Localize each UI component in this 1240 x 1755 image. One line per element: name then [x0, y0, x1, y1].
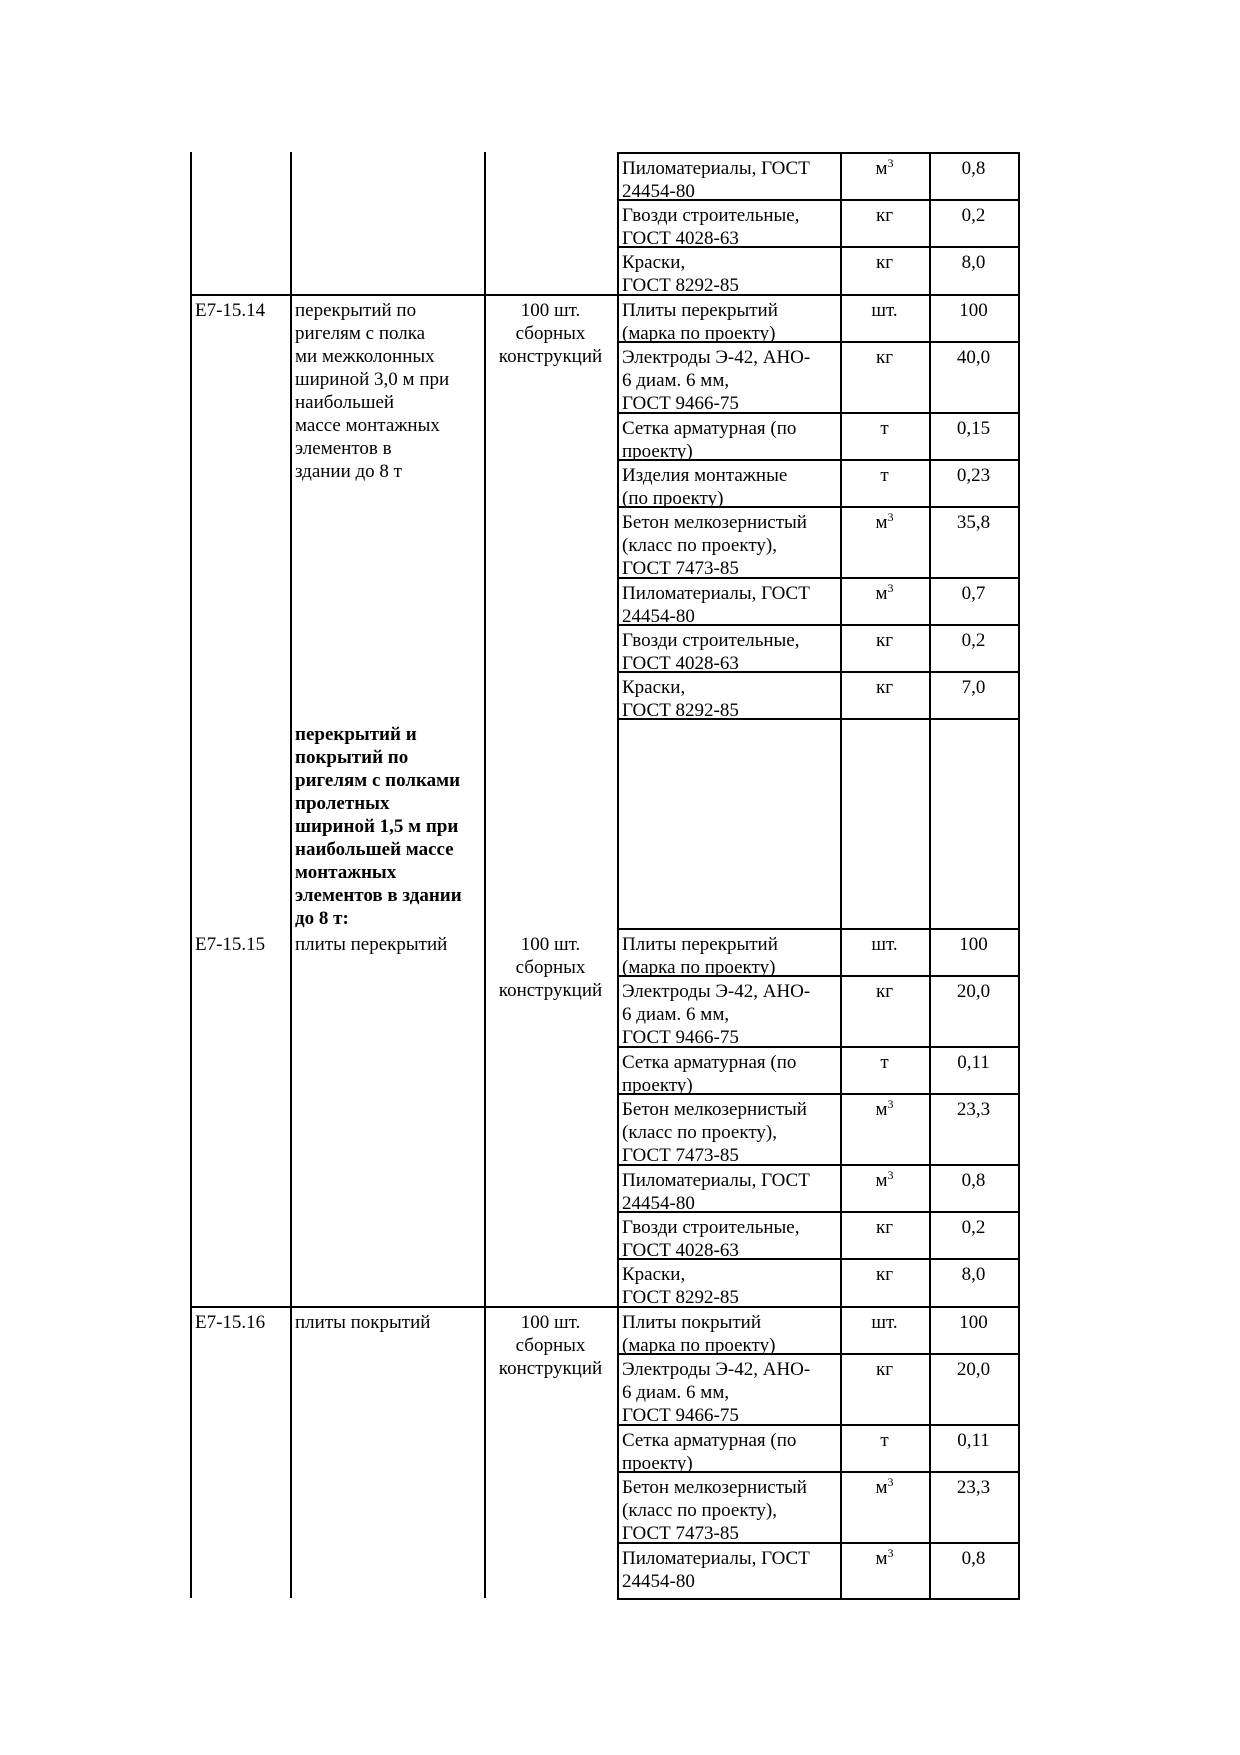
- material-quantity: 40,0: [956, 347, 991, 368]
- material-name: Изделия монтажные (по проекту): [622, 465, 788, 509]
- table-column-rule: [290, 152, 292, 1598]
- material-quantity: 0,7: [961, 583, 986, 604]
- work-name: перекрытий по ригелям с полка ми межколонных шириной 3,0 м при наибольшей массе монтажных элементов в здании до 8 т: [295, 300, 450, 482]
- table-row-rule: [617, 152, 1020, 154]
- material-unit: шт.: [871, 934, 898, 955]
- material-quantity: 8,0: [961, 252, 986, 273]
- table-column-rule: [190, 152, 192, 1598]
- material-unit: т: [880, 465, 889, 486]
- material-unit: кг: [875, 981, 894, 1002]
- work-name: плиты покрытий: [295, 1312, 431, 1333]
- material-unit: кг: [875, 1264, 894, 1285]
- material-quantity: 23,3: [956, 1099, 991, 1120]
- table-group-rule: [190, 294, 617, 296]
- material-unit: $м^3$: [875, 581, 894, 604]
- material-name: Гвозди строительные, ГОСТ 4028-63: [622, 205, 800, 249]
- material-unit: кг: [875, 205, 894, 226]
- material-unit: кг: [875, 347, 894, 368]
- material-unit: т: [880, 418, 889, 439]
- material-quantity: 23,3: [956, 1477, 991, 1498]
- material-name: Бетон мелкозернистый (класс по проекту), ГОСТ 7473-85: [622, 1477, 807, 1544]
- material-name: Краски, ГОСТ 8292-85: [622, 677, 739, 721]
- norm-code: Е7-15.16: [195, 1312, 266, 1333]
- material-quantity: 7,0: [961, 677, 986, 698]
- material-quantity: 0,2: [961, 205, 986, 226]
- table-row-rule: [617, 928, 1020, 930]
- material-name: Пиломатериалы, ГОСТ 24454-80: [622, 1170, 810, 1214]
- material-quantity: 0,11: [957, 1052, 990, 1073]
- material-unit: кг: [875, 677, 894, 698]
- material-unit: $м^3$: [875, 1168, 894, 1191]
- material-unit: т: [880, 1430, 889, 1451]
- table-row-rule: [617, 1598, 1020, 1600]
- material-quantity: 100: [959, 300, 988, 321]
- material-unit: кг: [875, 1359, 894, 1380]
- material-name: Сетка арматурная (по проекту): [622, 418, 797, 462]
- material-name: Плиты перекрытий (марка по проекту): [622, 934, 778, 978]
- material-quantity: 0,23: [956, 465, 991, 486]
- material-name: Электроды Э-42, АНО- 6 диам. 6 мм, ГОСТ 9466-75: [622, 981, 811, 1048]
- material-unit: $м^3$: [875, 510, 894, 533]
- material-quantity: 35,8: [956, 512, 991, 533]
- material-name: Гвозди строительные, ГОСТ 4028-63: [622, 630, 800, 674]
- material-name: Плиты перекрытий (марка по проекту): [622, 300, 778, 344]
- material-unit: $м^3$: [875, 156, 894, 179]
- material-quantity: 0,2: [961, 1217, 986, 1238]
- material-name: Сетка арматурная (по проекту): [622, 1430, 797, 1474]
- measure-unit: 100 шт. сборных конструкций: [498, 934, 603, 1001]
- measure-unit: 100 шт. сборных конструкций: [498, 300, 603, 367]
- material-quantity: 0,8: [961, 158, 986, 179]
- material-quantity: 8,0: [961, 1264, 986, 1285]
- material-quantity: 0,8: [961, 1170, 986, 1191]
- table-column-rule: [617, 152, 619, 1598]
- material-name: Пиломатериалы, ГОСТ 24454-80: [622, 1548, 810, 1592]
- material-unit: шт.: [871, 300, 898, 321]
- table-column-rule: [1018, 152, 1020, 1598]
- material-quantity: 0,2: [961, 630, 986, 651]
- material-unit: $м^3$: [875, 1475, 894, 1498]
- norm-code: Е7-15.15: [195, 934, 266, 955]
- material-name: Электроды Э-42, АНО- 6 диам. 6 мм, ГОСТ 9466-75: [622, 1359, 811, 1426]
- material-quantity: 0,15: [956, 418, 991, 439]
- work-name: плиты перекрытий: [295, 934, 448, 955]
- material-name: Краски, ГОСТ 8292-85: [622, 1264, 739, 1308]
- material-quantity: 100: [959, 1312, 988, 1333]
- material-name: Электроды Э-42, АНО- 6 диам. 6 мм, ГОСТ 9466-75: [622, 347, 811, 414]
- material-quantity: 0,11: [957, 1430, 990, 1451]
- material-unit: кг: [875, 630, 894, 651]
- material-name: Плиты покрытий (марка по проекту): [622, 1312, 776, 1356]
- material-unit: шт.: [871, 1312, 898, 1333]
- table-group-rule: [190, 1306, 617, 1308]
- material-name: Бетон мелкозернистый (класс по проекту), ГОСТ 7473-85: [622, 1099, 807, 1166]
- material-unit: т: [880, 1052, 889, 1073]
- material-name: Пиломатериалы, ГОСТ 24454-80: [622, 583, 810, 627]
- material-name: Пиломатериалы, ГОСТ 24454-80: [622, 158, 810, 202]
- material-unit: кг: [875, 1217, 894, 1238]
- material-name: Сетка арматурная (по проекту): [622, 1052, 797, 1096]
- work-group-heading: перекрытий и покрытий по ригелям с полками пролетных шириной 1,5 м при наибольшей массе монтажных элементов в здании до 8 т:: [295, 724, 462, 929]
- material-quantity: 20,0: [956, 1359, 991, 1380]
- material-quantity: 100: [959, 934, 988, 955]
- material-unit: кг: [875, 252, 894, 273]
- material-name: Краски, ГОСТ 8292-85: [622, 252, 739, 296]
- material-name: Бетон мелкозернистый (класс по проекту), ГОСТ 7473-85: [622, 512, 807, 579]
- material-name: Гвозди строительные, ГОСТ 4028-63: [622, 1217, 800, 1261]
- material-quantity: 20,0: [956, 981, 991, 1002]
- material-unit: $м^3$: [875, 1546, 894, 1569]
- material-unit: $м^3$: [875, 1097, 894, 1120]
- measure-unit: 100 шт. сборных конструкций: [498, 1312, 603, 1379]
- material-quantity: 0,8: [961, 1548, 986, 1569]
- norm-code: Е7-15.14: [195, 300, 266, 321]
